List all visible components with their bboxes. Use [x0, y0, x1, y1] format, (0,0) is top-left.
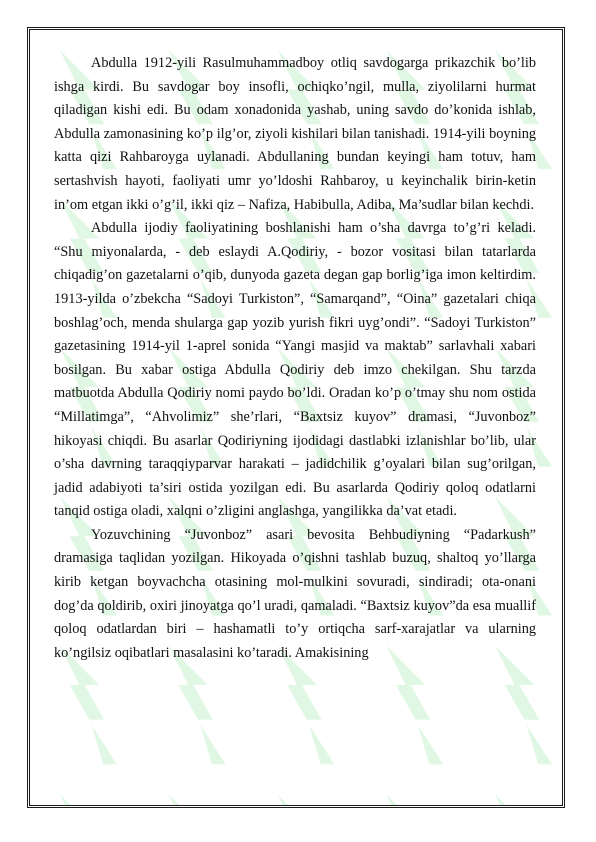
paragraph-1: Abdulla 1912-yili Rasulmuhammadboy otliq savdogarga prikazchik bo’lib ishga kirdi. Bu savdogar boy insofli, ochiqko’ngil, mulla, ziyolilarni hurmat qiladigan kishi edi. Bu odam xonadonida yashab, uning savdo do’konida ishlab, Abdulla zamonasining ko’p ilg’or, ziyoli kishilari bilan tanishadi. 1914-yili boyning katta qizi Rahbaroyga uylanadi. Abdullaning bundan keyingi ham totuv, ham sertashvish hayoti, faoliyati umr yo’ldoshi Rahbaroy, u keyinchalik birin-ketin in’om etgan ikki o’g’il, ikki qiz – Nafiza, Habibulla, Adiba, Ma’sudlar bilan kechdi. — [54, 55, 536, 213]
page-frame — [27, 27, 565, 808]
paragraph-2: Abdulla ijodiy faoliyatining boshlanishi ham o’sha davrga to’g’ri keladi. “Shu miyonalarda, - deb eslaydi A.Qodiriy, - bozor vositasi bilan tatarlarda chiqadig’on gazetalarni o’qib, dunyoda gazeta degan gap borlig’iga imon keltirdim. 1913-yilda o’zbekcha “Sadoyi Turkiston”, “Samarqand”, “Oina” gazetalari chiqa boshlag’och, menda shularga gap yozib yurish fikri uyg’ondi”. “Sadoyi Turkiston” gazetasining 1914-yil 1-aprel sonida “Yangi masjid va maktab” sarlavhali xabari bosilgan. Bu xabar ostiga Abdulla Qodiriy deb imzo chekilgan. Shu tarzda matbuotda Abdulla Qodiriy nomi paydo bo’ldi. Oradan ko’p o’tmay shu nom ostida “Millatimga”, “Ahvolimiz” she’rlari, “Baxtsiz kuyov” dramasi, “Juvonboz” hikoyasi chiqdi. Bu asarlar Qodiriyning ijodidagi dastlabki izlanishlar bo’lib, ular o’sha davrning taraqqiyparvar harakati – jadidchilik g’oyalari bilan sug’orilgan, jadid adabiyoti ta’siri ostida yozilgan edi. Bu asarlarda Qodiriy qoloq odatlarni tanqid ostiga oladi, xalqni o’zligini anglashga, yangilikka da’vat etadi. — [54, 220, 536, 520]
document-body — [54, 52, 536, 665]
paragraph-3: Yozuvchining “Juvonboz” asari bevosita Behbudiyning “Padarkush” dramasiga taqlidan yozilgan. Hikoyada o’qishni tashlab buzuq, shaltoq yo’llarga kirib ketgan boyvachcha otasining mol-mulkini sovuradi, sindiradi; ota-onani dog’da qoldirib, oxiri jinoyatga qo’l uradi, qamaladi. “Baxtsiz kuyov”da esa muallif qoloq odatlardan biri – hashamatli to’y ortiqcha sarf-xarajatlar va ularning ko’ngilsiz oqibatlari masalasini ko’taradi. Amakisining — [54, 526, 536, 661]
